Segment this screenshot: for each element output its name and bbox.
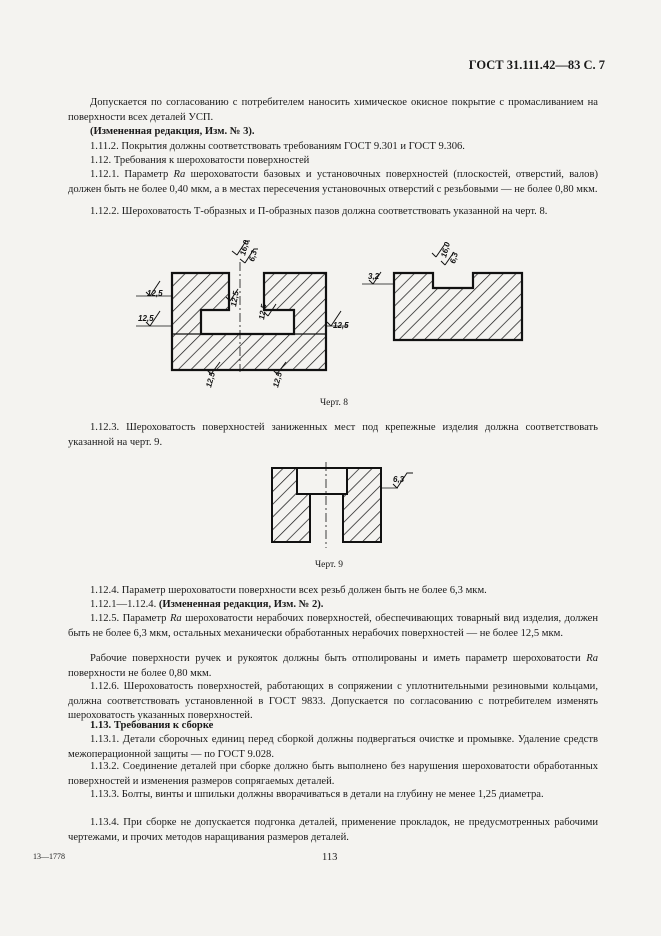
figure-8-drawing xyxy=(0,232,661,392)
paragraph-handles: Рабочие поверхности ручек и рукояток должны быть отполированы и иметь параметр шероховатости Ra поверхности не более 0,80 мкм. xyxy=(68,653,598,679)
paragraph-1-12-2: 1.12.2. Шероховатость Т-образных и П-образных пазов должна соответствовать указанной на черт. 8. xyxy=(90,206,548,217)
paragraph-1-12-5: 1.12.5. Параметр Ra шероховатости нерабочих поверхностей, обеспечивающих товарный вид изделия, должен быть не более 6,3 мкм, остальных механически обработанных нерабочих поверхностей — не более 12,5 мкм. xyxy=(68,613,598,639)
paragraph-1-13-4: 1.13.4. При сборке не допускается подгонка деталей, применение прокладок, не предусмотренных рабочими чертежами, и прочих методов наращивания размеров деталей. xyxy=(68,817,598,843)
fig8-roughness-label: 3,2 xyxy=(368,272,380,281)
paragraph-1-13-3: 1.13.3. Болты, винты и шпильки должны вворачиваться в детали на глубину не менее 1,25 диаметра. xyxy=(90,789,544,800)
fig8-roughness-label: 12,5 xyxy=(333,321,349,330)
figure-9-drawing xyxy=(0,462,661,552)
fig8-roughness-label: 6,3 xyxy=(247,249,259,263)
paragraph-1-12-3: 1.12.3. Шероховатость поверхностей заниженных мест под крепежные изделия должна соответствовать указанной на черт. 9. xyxy=(68,422,598,448)
figure-8-caption: Черт. 8 xyxy=(320,398,348,408)
section-heading-roughness: 1.12. Требования к шероховатости поверхностей xyxy=(90,155,310,166)
page-header: ГОСТ 31.111.42—83 С. 7 xyxy=(468,58,605,72)
fig8-roughness-label: 6,3 xyxy=(448,251,460,265)
paragraph-coating: Допускается по согласованию с потребителем наносить химическое окисное покрытие с промасливанием на поверхности всех деталей УСП. xyxy=(68,97,598,123)
fig8-roughness-label: 12,5 xyxy=(204,371,217,389)
fig8-roughness-label: 16,0 xyxy=(439,241,452,259)
fig8-roughness-label: 12,5 xyxy=(147,289,163,298)
paragraph-1-11-2: 1.11.2. Покрытия должны соответствовать требованиям ГОСТ 9.301 и ГОСТ 9.306. xyxy=(90,141,465,152)
paragraph-1-12-4: 1.12.4. Параметр шероховатости поверхности всех резьб должен быть не более 6,3 мкм. xyxy=(90,585,487,596)
amendment-note-3: (Измененная редакция, Изм. № 3). xyxy=(90,126,255,137)
fig8-roughness-label: 12,5 xyxy=(138,314,154,323)
print-code: 13—1778 xyxy=(33,852,65,861)
paragraph-1-13-1: 1.13.1. Детали сборочных единиц перед сборкой должны подвергаться очистке и промывке. Удаление средств межоперационной защиты — по ГОСТ 9.028. xyxy=(68,734,598,760)
amendment-note-2: 1.12.1—1.12.4. (Измененная редакция, Изм. № 2). xyxy=(90,599,324,610)
fig8-roughness-label: 12,5 xyxy=(271,371,284,389)
section-heading-assembly: 1.13. Требования к сборке xyxy=(90,720,214,731)
fig8-roughness-label: 16,0 xyxy=(238,239,251,257)
fig8-roughness-label: 12,5 xyxy=(229,290,241,308)
page-number: 113 xyxy=(322,852,338,863)
paragraph-1-13-2: 1.13.2. Соединение деталей при сборке должно быть выполнено без нарушения шероховатости обработанных поверхностей и изменения размеров сопрягаемых деталей. xyxy=(68,761,598,787)
paragraph-1-12-6: 1.12.6. Шероховатость поверхностей, работающих в сопряжении с уплотнительными резиновыми кольцами, должна соответствовать установленной в ГОСТ 9833. Допускается по согласованию с потребителем изменять шероховатость указанных поверхностей. xyxy=(68,681,598,722)
figure-9-caption: Черт. 9 xyxy=(315,560,343,570)
fig8-roughness-label: 12,5 xyxy=(257,303,269,321)
paragraph-1-12-1: 1.12.1. Параметр Ra шероховатости базовых и установочных поверхностей (плоскостей, отверстий, валов) должен быть не более 0,40 мкм, а в местах пересечения установочных отверстий с резьбовыми — не более 0,80 мкм. xyxy=(68,169,599,195)
fig9-roughness-label: 6,3 xyxy=(393,475,405,484)
